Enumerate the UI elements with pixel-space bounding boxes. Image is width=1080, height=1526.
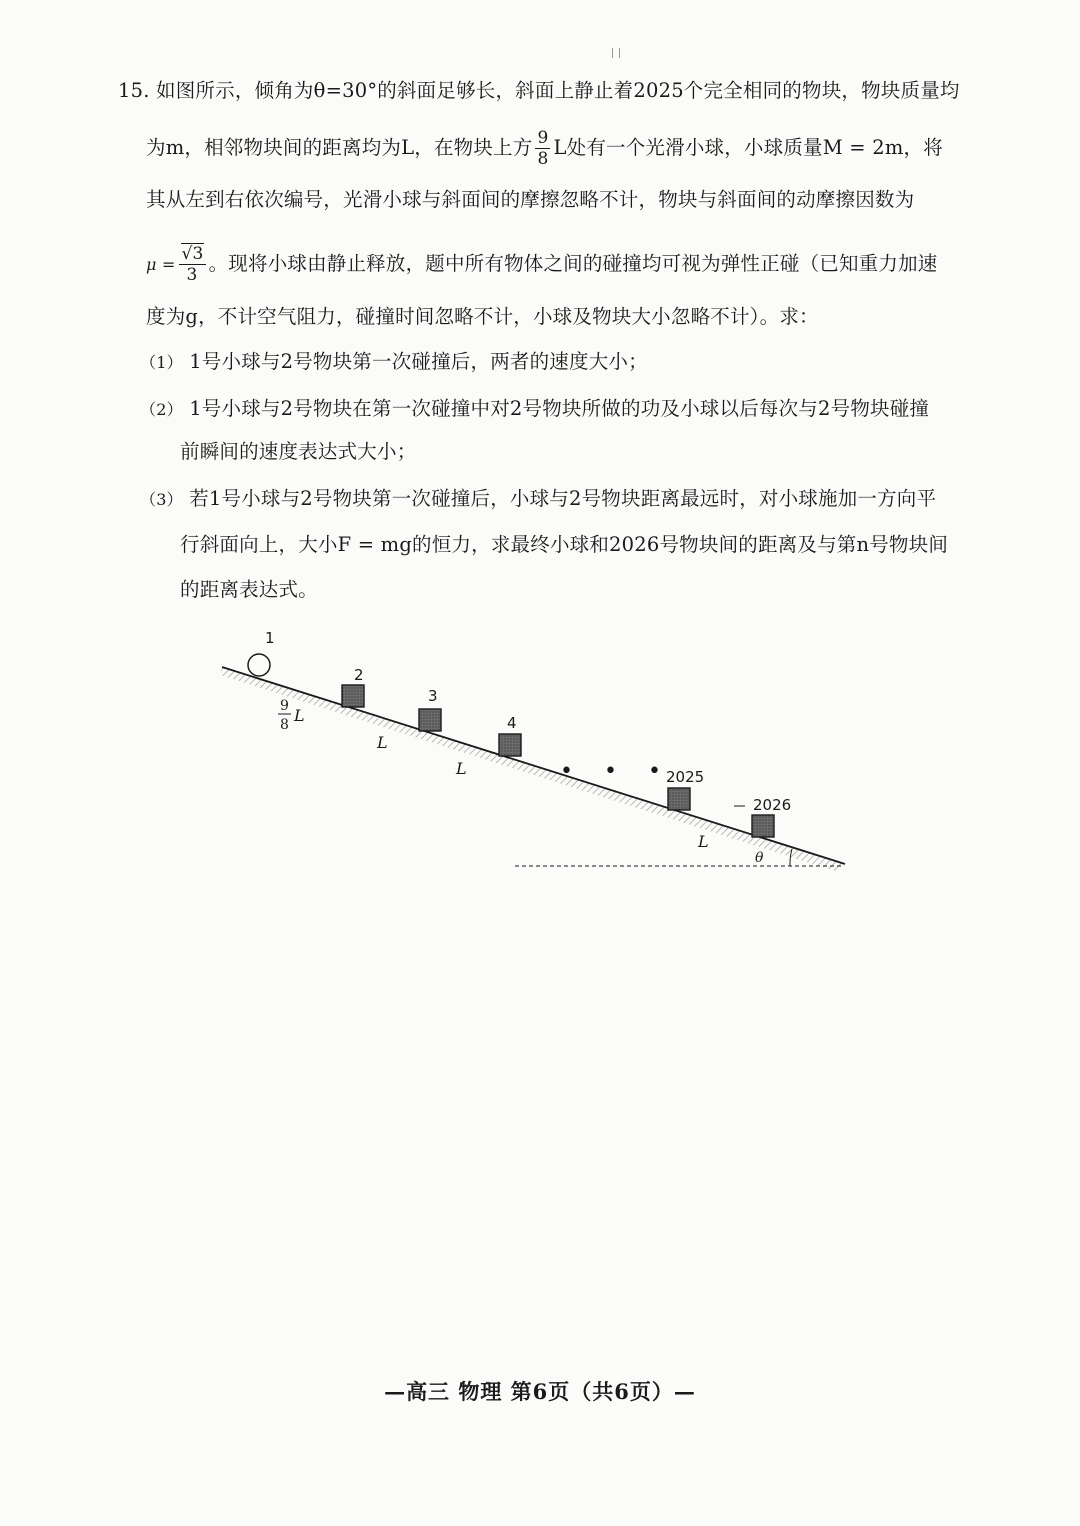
stem-text-1: 如图所示，倾角为θ=30°的斜面足够长，斜面上静止着2025个完全相同的物块，物块质量均 <box>156 79 960 102</box>
part-1-text: 1号小球与2号物块第一次碰撞后，两者的速度大小； <box>189 350 648 373</box>
block-4 <box>499 734 521 756</box>
block-label-3: 3 <box>428 687 438 705</box>
stem-text-2b: L处有一个光滑小球，小球质量M = 2m，将 <box>553 136 943 159</box>
part-3-label: （3） <box>140 490 183 509</box>
first-gap-denominator: 8 <box>280 717 289 733</box>
block-3 <box>419 709 441 731</box>
block-label-4: 4 <box>507 714 517 732</box>
incline-ground-hatch <box>220 667 845 872</box>
gap-label-2025-2026: L <box>698 832 709 851</box>
gap-label-3-4: L <box>456 759 467 778</box>
block-label-2: 2 <box>354 666 364 684</box>
part-3-text-3: 的距离表达式。 <box>180 578 318 601</box>
part-2-text-2: 前瞬间的速度表达式大小； <box>180 440 417 463</box>
stem-text-5: 度为g，不计空气阻力，碰撞时间忽略不计，小球及物块大小忽略不计）。求： <box>146 305 819 328</box>
first-gap-numerator: 9 <box>280 698 289 714</box>
stem-text-3: 其从左到右依次编号，光滑小球与斜面间的摩擦忽略不计，物块与斜面间的动摩擦因数为 <box>146 188 915 211</box>
question-number: 15. <box>118 79 150 102</box>
page-footer: —高三 物理 第6页（共6页）— <box>384 1379 696 1404</box>
sqrt-three: √3 <box>181 244 204 264</box>
part-3-text-1: 若1号小球与2号物块第一次碰撞后，小球与2号物块距离最远时，对小球施加一方向平 <box>189 487 937 510</box>
mu-prefix: μ = <box>146 255 176 274</box>
part-3-text-2: 行斜面向上，大小F = mg的恒力，求最终小球和2026号物块间的距离及与第n号物块间 <box>180 533 949 556</box>
block-label-2026: 2026 <box>753 796 792 814</box>
part-2-text-1: 1号小球与2号物块在第一次碰撞中对2号物块所做的功及小球以后每次与2号物块碰撞 <box>189 397 930 420</box>
part-1-label: （1） <box>140 353 183 372</box>
block-2025 <box>668 788 690 810</box>
part-2-label: （2） <box>140 400 183 419</box>
first-gap-L: L <box>294 706 305 725</box>
ball-label: 1 <box>265 629 275 647</box>
block-label-2025: 2025 <box>666 768 705 786</box>
stem-text-4b: 。现将小球由静止释放，题中所有物体之间的碰撞均可视为弹性正碰（已知重力加速 <box>208 252 938 275</box>
ball <box>248 654 270 676</box>
gap-label-2-3: L <box>377 733 388 752</box>
stem-text-2a: 为m，相邻物块间的距离均为L，在物块上方 <box>146 136 533 159</box>
angle-label: θ <box>755 850 764 866</box>
fraction-numerator: 9 <box>537 128 549 148</box>
block-2 <box>342 685 364 707</box>
fraction-denominator: 8 <box>537 149 549 169</box>
block-2026 <box>752 815 774 837</box>
ellipsis-dots: • • • <box>560 759 673 784</box>
fraction-denominator: 3 <box>186 265 198 285</box>
